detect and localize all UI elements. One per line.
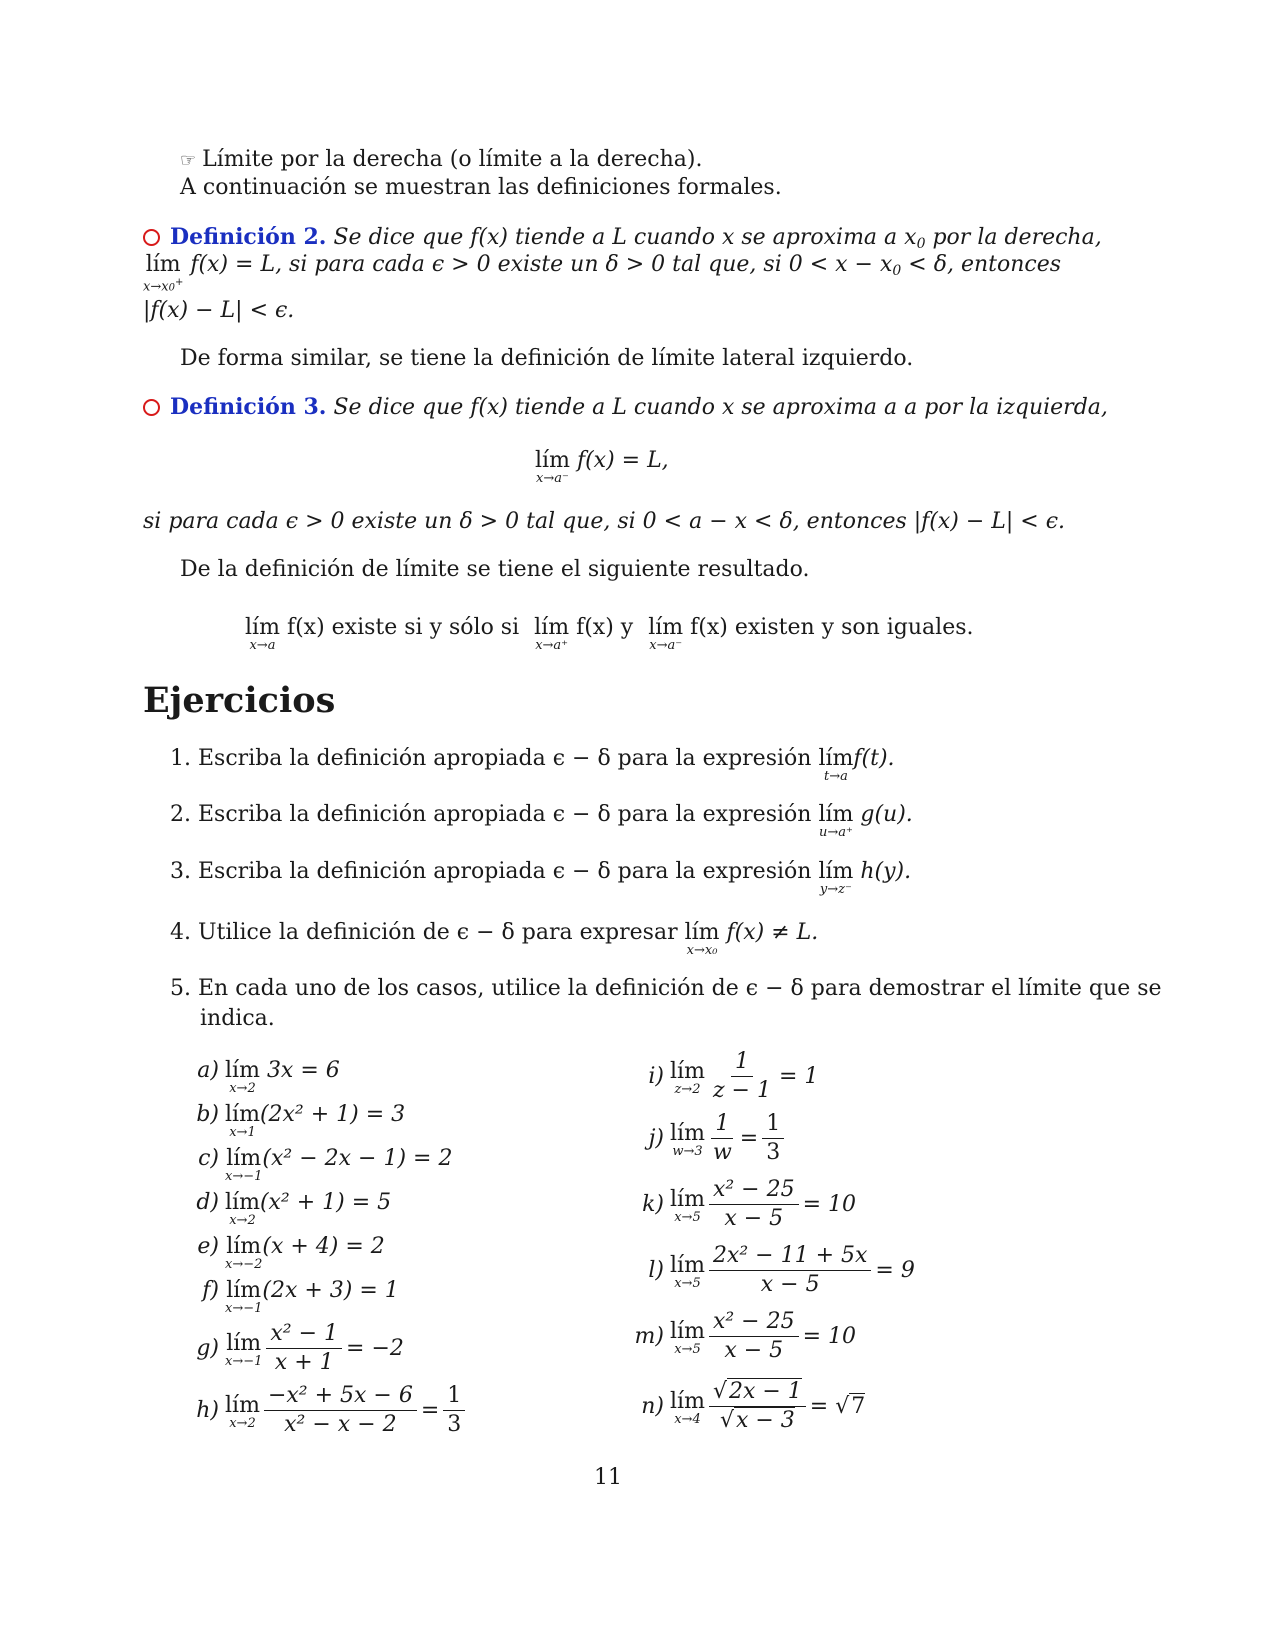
definition-3-equation: f(x) = L, xyxy=(576,448,669,473)
problem-g: g) lím x→−1 $\frac{\text{x² − 1}}{x + 1}$ = −2 xyxy=(196,1321,404,1375)
limit-operator: lím t→a xyxy=(818,746,854,784)
definition-2-line2: lím x→x0+ f(x) = L, si para cada ϵ > 0 existe un δ > 0 tal que, si $0 < x - x_0 < \delta$, entonces xyxy=(143,252,1062,295)
problem-b: b) lím x→1 (2x² + 1) = 3 xyxy=(196,1102,406,1140)
exercise-2: 2. Escriba la definición apropiada ϵ − δ para la expresión lím u→a⁺ g(u). xyxy=(170,802,913,840)
exercise-4: 4. Utilice la definición de ϵ − δ para expresar lím x→x₀ f(x) ≠ L. xyxy=(170,920,819,958)
problem-l: l) lím x→5 $\frac{\text{2x² − 11 + 5x}}{x - 5}$ = 9 xyxy=(648,1243,915,1297)
limit-operator: lím x→x0+ xyxy=(143,252,184,295)
exercise-5: 5. En cada uno de los casos, utilice la definición de ϵ − δ para demostrar el límite que se xyxy=(170,976,1162,1001)
exercise-3: 3. Escriba la definición apropiada ϵ − δ para la expresión lím y→z⁻ h(y). xyxy=(170,859,912,897)
definition-2-text-b: por la derecha, xyxy=(925,225,1102,250)
result-statement xyxy=(245,613,974,653)
problem-e: e) lím x→−2 (x + 4) = 2 xyxy=(197,1234,385,1272)
section-title: Ejercicios xyxy=(143,680,336,721)
exercise-1: 1. Escriba la definición apropiada ϵ − δ para la expresión lím t→a f(t). xyxy=(170,746,895,784)
problem-k: k) lím x→5 $\frac{\text{x² − 25}}{x - 5}$ = 10 xyxy=(642,1177,856,1231)
problem-d: d) lím x→2 (x² + 1) = 5 xyxy=(196,1190,392,1228)
definition-2-end: |f(x) − L| < ϵ. xyxy=(143,298,295,323)
result-part-3: f(x) existen y son iguales. xyxy=(690,615,974,640)
limit-operator: lím x→a⁻ xyxy=(648,615,684,653)
problem-m: m) lím x→5 $\frac{\text{x² − 25}}{x - 5}$ = 10 xyxy=(634,1309,856,1363)
limit-operator: lím y→z⁻ xyxy=(818,859,854,897)
limit-operator: lím u→a⁺ xyxy=(818,802,854,840)
definition-2-lim-text2: < δ, entonces xyxy=(901,252,1062,277)
definition-3-display xyxy=(535,446,669,486)
problem-h: h) lím x→2 $\frac{\text{−x² + 5x − 6}}{\text{x² − x − 2}}$ = $\frac{1}{3}$ xyxy=(185,1382,469,1439)
problem-f: f) lím x→−1 (2x + 3) = 1 xyxy=(202,1278,399,1316)
defs-intro: A continuación se muestran las definiciones formales. xyxy=(180,175,782,200)
limit-operator: lím x→a⁺ xyxy=(534,615,570,653)
red-circle-icon xyxy=(143,229,160,246)
definition-2-text-a: Se dice que f(x) tiende a L cuando x se aproxima a x xyxy=(333,225,917,250)
definition-2-lim-text: f(x) = L, si para cada ϵ > 0 existe un δ > 0 tal que, si 0 < x − x xyxy=(190,252,893,277)
definition-3-head: Definición 3. xyxy=(170,394,327,420)
red-circle-icon xyxy=(143,399,160,416)
problem-n: n) lím x→4 $\frac{√2x - 1}{√x - 3}$ = √7 xyxy=(641,1379,866,1433)
right-limit-item xyxy=(180,145,702,176)
problem-i: i) lím z→2 $\frac{1}{z - 1}$ = 1 xyxy=(648,1049,819,1103)
result-intro: De la definición de límite se tiene el siguiente resultado. xyxy=(180,557,810,582)
page-number: 11 xyxy=(594,1465,622,1490)
pointing-hand-icon: ☞ xyxy=(180,150,197,171)
limit-operator: lím x→x₀ xyxy=(684,920,720,958)
similar-text: De forma similar, se tiene la definición de límite lateral izquierdo. xyxy=(180,346,914,371)
problem-j: j) lím w→3 $\frac{1}{w}$ = $\frac{1}{3}$ xyxy=(630,1110,788,1167)
problem-c: c) lím x→−1 (x² − 2x − 1) = 2 xyxy=(198,1146,453,1184)
right-limit-text: Límite por la derecha (o límite a la derecha). xyxy=(202,147,703,172)
definition-2-head: Definición 2. xyxy=(170,224,327,250)
limit-operator: lím x→a⁻ xyxy=(535,448,570,486)
definition-3-text: Se dice que f(x) tiende a L cuando x se aproxima a a por la izquierda, xyxy=(333,395,1108,420)
result-part-1: f(x) existe si y sólo si xyxy=(286,615,520,640)
limit-operator: lím x→a xyxy=(245,615,280,653)
definition-3 xyxy=(143,392,1108,423)
problem-a: a) lím x→2 3x = 6 xyxy=(197,1058,340,1096)
definition-2: Definición 2. Se dice que f(x) tiende a L cuando x se aproxima a $x_0$ por la derecha, xyxy=(143,222,1102,259)
exercise-5-cont: indica. xyxy=(200,1006,275,1031)
result-part-2: f(x) y xyxy=(576,615,634,640)
definition-3-condition: si para cada ϵ > 0 existe un δ > 0 tal que, si 0 < a − x < δ, entonces |f(x) − L| < ϵ. xyxy=(143,509,1066,534)
